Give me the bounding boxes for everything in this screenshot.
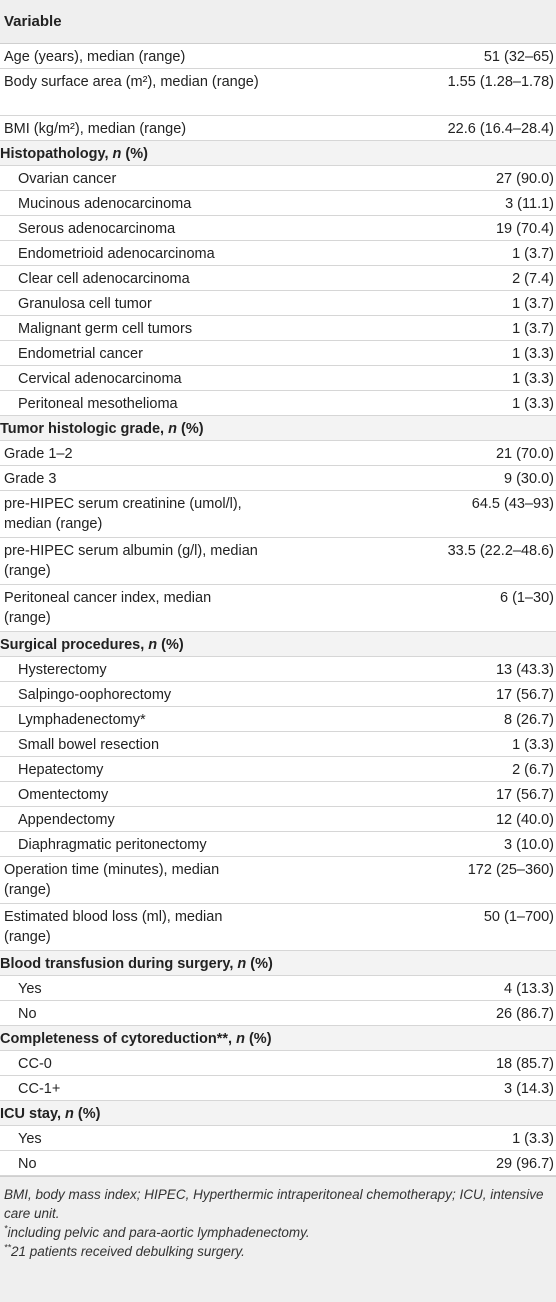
- row-value: 3 (10.0): [504, 837, 554, 853]
- row-label: Peritoneal cancer index, median (range): [4, 590, 212, 626]
- table-row: [0, 241, 556, 266]
- row-label: Grade 3: [4, 471, 57, 487]
- section-row: [0, 632, 556, 657]
- row-label: ICU stay, n (%): [0, 1106, 101, 1122]
- row-label: Clear cell adenocarcinoma: [18, 271, 190, 287]
- row-label: Omentectomy: [18, 787, 109, 803]
- section-row: [0, 1026, 556, 1051]
- variable-column-header: Variable: [4, 13, 62, 30]
- row-label: Endometrioid adenocarcinoma: [18, 246, 215, 262]
- row-value: 4 (13.3): [504, 981, 554, 997]
- row-value: 8 (26.7): [504, 712, 554, 728]
- footnote-abbreviations: BMI, body mass index; HIPEC, Hyperthermic intraperitoneal chemotherapy; ICU, intensive care unit.: [4, 1187, 544, 1221]
- table-row: [0, 807, 556, 832]
- row-label: Serous adenocarcinoma: [18, 221, 176, 237]
- row-value: 64.5 (43–93): [471, 496, 554, 512]
- row-value: 17 (56.7): [495, 687, 554, 703]
- section-row: [0, 141, 556, 166]
- row-label: Hepatectomy: [18, 762, 104, 778]
- row-label: Operation time (minutes), median (range): [4, 862, 220, 898]
- table-row: [0, 1126, 556, 1151]
- row-value: 1 (3.3): [512, 737, 554, 753]
- row-label: No: [18, 1156, 37, 1172]
- row-value: 2 (6.7): [512, 762, 554, 778]
- table-row: [0, 366, 556, 391]
- row-value: 1 (3.3): [512, 371, 554, 387]
- row-value: 9 (30.0): [504, 471, 554, 487]
- row-label: Ovarian cancer: [18, 171, 117, 187]
- table-header: [0, 0, 556, 44]
- table-row: [0, 1001, 556, 1026]
- table-row: [0, 316, 556, 341]
- row-value: 1 (3.7): [512, 296, 554, 312]
- row-label: Age (years), median (range): [4, 49, 186, 65]
- row-value: 6 (1–30): [499, 590, 554, 606]
- row-label: pre-HIPEC serum albumin (g/l), median (range): [4, 543, 258, 579]
- row-value: 50 (1–700): [483, 909, 554, 925]
- row-value: 21 (70.0): [495, 446, 554, 462]
- table-row: [0, 69, 556, 116]
- table-row: [0, 585, 556, 632]
- row-value: 22.6 (16.4–28.4): [447, 121, 554, 137]
- table-row: [0, 266, 556, 291]
- row-label: Hysterectomy: [18, 662, 107, 678]
- table-row: [0, 216, 556, 241]
- row-value: 2 (7.4): [512, 271, 554, 287]
- table-row: [0, 191, 556, 216]
- row-value: 1 (3.3): [512, 346, 554, 362]
- row-value: 1 (3.7): [512, 246, 554, 262]
- table-row: [0, 657, 556, 682]
- row-label: CC-0: [18, 1056, 52, 1072]
- row-value: 18 (85.7): [495, 1056, 554, 1072]
- table-row: [0, 707, 556, 732]
- table-row: [0, 441, 556, 466]
- table-row: [0, 44, 556, 69]
- row-label: Granulosa cell tumor: [18, 296, 152, 312]
- row-value: 1.55 (1.28–1.78): [447, 74, 554, 90]
- row-label: Endometrial cancer: [18, 346, 143, 362]
- footnote-1: *including pelvic and para-aortic lymphadenectomy.: [4, 1223, 310, 1240]
- row-value: 3 (14.3): [504, 1081, 554, 1097]
- table-row: [0, 682, 556, 707]
- row-label: Lymphadenectomy*: [18, 712, 146, 728]
- row-label: Salpingo-oophorectomy: [18, 687, 172, 703]
- row-label: Yes: [18, 1131, 42, 1147]
- row-label: pre-HIPEC serum creatinine (umol/l), median (range): [4, 496, 242, 532]
- table-row: [0, 832, 556, 857]
- table-row: [0, 757, 556, 782]
- row-label: Estimated blood loss (ml), median (range): [4, 909, 223, 945]
- row-label: Cervical adenocarcinoma: [18, 371, 182, 387]
- table-row: [0, 466, 556, 491]
- table-row: [0, 341, 556, 366]
- row-label: Small bowel resection: [18, 737, 160, 753]
- table-row: [0, 391, 556, 416]
- table-footnotes: [0, 1176, 556, 1302]
- table-row: [0, 1051, 556, 1076]
- row-value: 19 (70.4): [495, 221, 554, 237]
- row-label: Grade 1–2: [4, 446, 73, 462]
- section-row: [0, 416, 556, 441]
- table-row: [0, 1151, 556, 1176]
- row-label: Malignant germ cell tumors: [18, 321, 193, 337]
- row-label: CC-1+: [18, 1081, 61, 1097]
- row-value: 12 (40.0): [495, 812, 554, 828]
- row-label: Yes: [18, 981, 42, 997]
- section-row: [0, 951, 556, 976]
- row-value: 27 (90.0): [495, 171, 554, 187]
- row-label: Histopathology, n (%): [0, 146, 148, 162]
- table-row: [0, 166, 556, 191]
- row-label: Diaphragmatic peritonectomy: [18, 837, 207, 853]
- footnote-2: **21 patients received debulking surgery.: [4, 1242, 245, 1259]
- row-value: 3 (11.1): [505, 196, 554, 212]
- table-row: [0, 857, 556, 904]
- row-label: Completeness of cytoreduction**, n (%): [0, 1031, 272, 1047]
- row-value: 33.5 (22.2–48.6): [447, 543, 554, 559]
- section-row: [0, 1101, 556, 1126]
- table-body: [0, 44, 556, 1176]
- table-row: [0, 116, 556, 141]
- table-row: [0, 904, 556, 951]
- table-row: [0, 1076, 556, 1101]
- row-value: 26 (86.7): [495, 1006, 554, 1022]
- table-row: [0, 782, 556, 807]
- row-value: 51 (32–65): [483, 49, 554, 65]
- row-label: No: [18, 1006, 37, 1022]
- row-label: Appendectomy: [18, 812, 115, 828]
- row-label: Surgical procedures, n (%): [0, 637, 184, 653]
- row-value: 1 (3.3): [512, 1131, 554, 1147]
- table-row: [0, 976, 556, 1001]
- table-row: [0, 538, 556, 585]
- row-label: Blood transfusion during surgery, n (%): [0, 956, 273, 972]
- row-value: 1 (3.7): [512, 321, 554, 337]
- row-value: 13 (43.3): [495, 662, 554, 678]
- row-label: BMI (kg/m²), median (range): [4, 121, 187, 137]
- row-label: Tumor histologic grade, n (%): [0, 421, 204, 437]
- row-value: 29 (96.7): [495, 1156, 554, 1172]
- row-label: Peritoneal mesothelioma: [18, 396, 178, 412]
- row-value: 172 (25–360): [467, 862, 554, 878]
- table-row: [0, 491, 556, 538]
- table-row: [0, 732, 556, 757]
- row-label: Body surface area (m²), median (range): [4, 74, 259, 90]
- table-row: [0, 291, 556, 316]
- row-value: 1 (3.3): [512, 396, 554, 412]
- row-label: Mucinous adenocarcinoma: [18, 196, 192, 212]
- row-value: 17 (56.7): [495, 787, 554, 803]
